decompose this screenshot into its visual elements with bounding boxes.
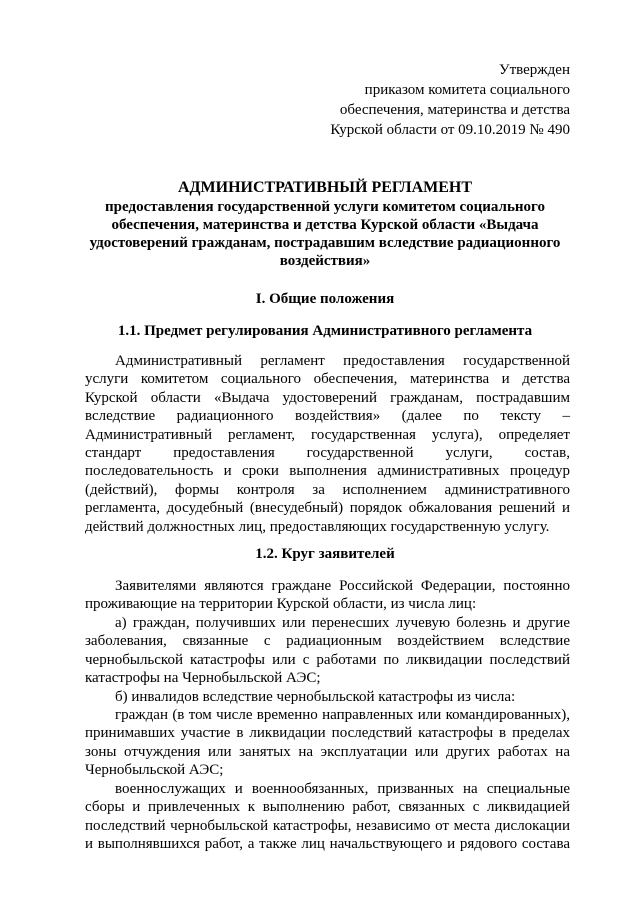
subsection-heading-1-2: 1.2. Круг заявителей [255, 546, 395, 562]
text-line: услуги комитетом социального обеспечения, материнства и детства [85, 371, 570, 388]
text-line: Курской области «Выдача удостоверений гражданам, пострадавшим [85, 389, 570, 406]
subsection-heading-1-1: 1.1. Предмет регулирования Административного регламента [117, 323, 533, 339]
text-line: сборы и привлеченных к выполнению работ, связанных с ликвидацией [85, 799, 570, 816]
text-line: а) граждан, получивших или перенесших лучевую болезнь и другие [115, 615, 570, 631]
document-title-block [80, 178, 570, 270]
approval-line-4: Курской области от 09.10.2019 № 490 [330, 122, 570, 138]
text-line: последовательность и сроки выполнения административных процедур [85, 463, 570, 480]
text-line: вследствие радиационного воздействия» (далее по тексту – [85, 408, 570, 425]
section-heading: I. Общие положения [255, 291, 395, 307]
text-line: граждан (в том числе временно направленных или командированных), [115, 707, 570, 723]
text-line: проживающие на территории Курской области, из числа лиц: [85, 596, 477, 613]
text-line: заболевания, связанные с радиационным воздействием вследствие [85, 633, 570, 650]
document-title: АДМИНИСТРАТИВНЫЙ РЕГЛАМЕНТ [177, 179, 473, 196]
paragraph-item-a [85, 614, 570, 688]
text-line: принимавших участие в ликвидации последствий катастрофы в пределах [85, 725, 570, 742]
approval-line-3: обеспечения, материнства и детства [339, 102, 570, 118]
document-subtitle [80, 198, 570, 270]
text-line: и выполнявшихся работ, а также лиц начальствующего и рядового состава [85, 836, 570, 853]
text-line: регламента, досудебный (внесудебный) порядок обжалования решений и [85, 500, 570, 517]
text-line: б) инвалидов вследствие чернобыльской катастрофы из числа: [115, 689, 516, 705]
approval-stamp [330, 60, 570, 140]
text-line: военнослужащих и военнообязанных, призванных на специальные [115, 781, 570, 797]
subtitle-line: обеспечения, материнства и детства Курской области «Выдача [111, 217, 539, 233]
text-line: Заявителями являются граждане Российской Федерации, постоянно [115, 578, 570, 594]
approval-line-1: Утвержден [498, 62, 570, 78]
text-line: Административный регламент, государственная услуга), определяет [85, 426, 570, 443]
subtitle-line: воздействия» [279, 253, 371, 269]
paragraph-subject [85, 352, 570, 536]
paragraph-item-b [85, 688, 570, 706]
text-line: (действий), формы контроля за исполнением административного [85, 481, 570, 498]
paragraph-applicants [85, 577, 570, 614]
text-line: Административный регламент предоставления государственной [115, 353, 570, 369]
text-line: стандарт предоставления государственной услуги, состав, [85, 445, 570, 462]
text-line: зоны отчуждения или занятых на эксплуатации или других работах на [85, 743, 570, 760]
paragraph-servicemen [85, 780, 570, 854]
text-line: действий должностных лиц, предоставляющих государственную услугу. [85, 518, 550, 535]
text-line: Чернобыльской АЭС; [85, 762, 224, 779]
approval-line-2: приказом комитета социального [364, 82, 570, 98]
text-line: последствий чернобыльской катастрофы, независимо от места дислокации [85, 817, 570, 834]
subtitle-line: предоставления государственной услуги комитетом социального [105, 199, 545, 215]
text-line: катастрофы на Чернобыльской АЭС; [85, 670, 321, 687]
paragraph-citizens [85, 706, 570, 780]
subtitle-line: удостоверений гражданам, пострадавшим вследствие радиационного [89, 235, 561, 251]
text-line: чернобыльской катастрофы или с работами по ликвидации последствий [85, 651, 570, 668]
